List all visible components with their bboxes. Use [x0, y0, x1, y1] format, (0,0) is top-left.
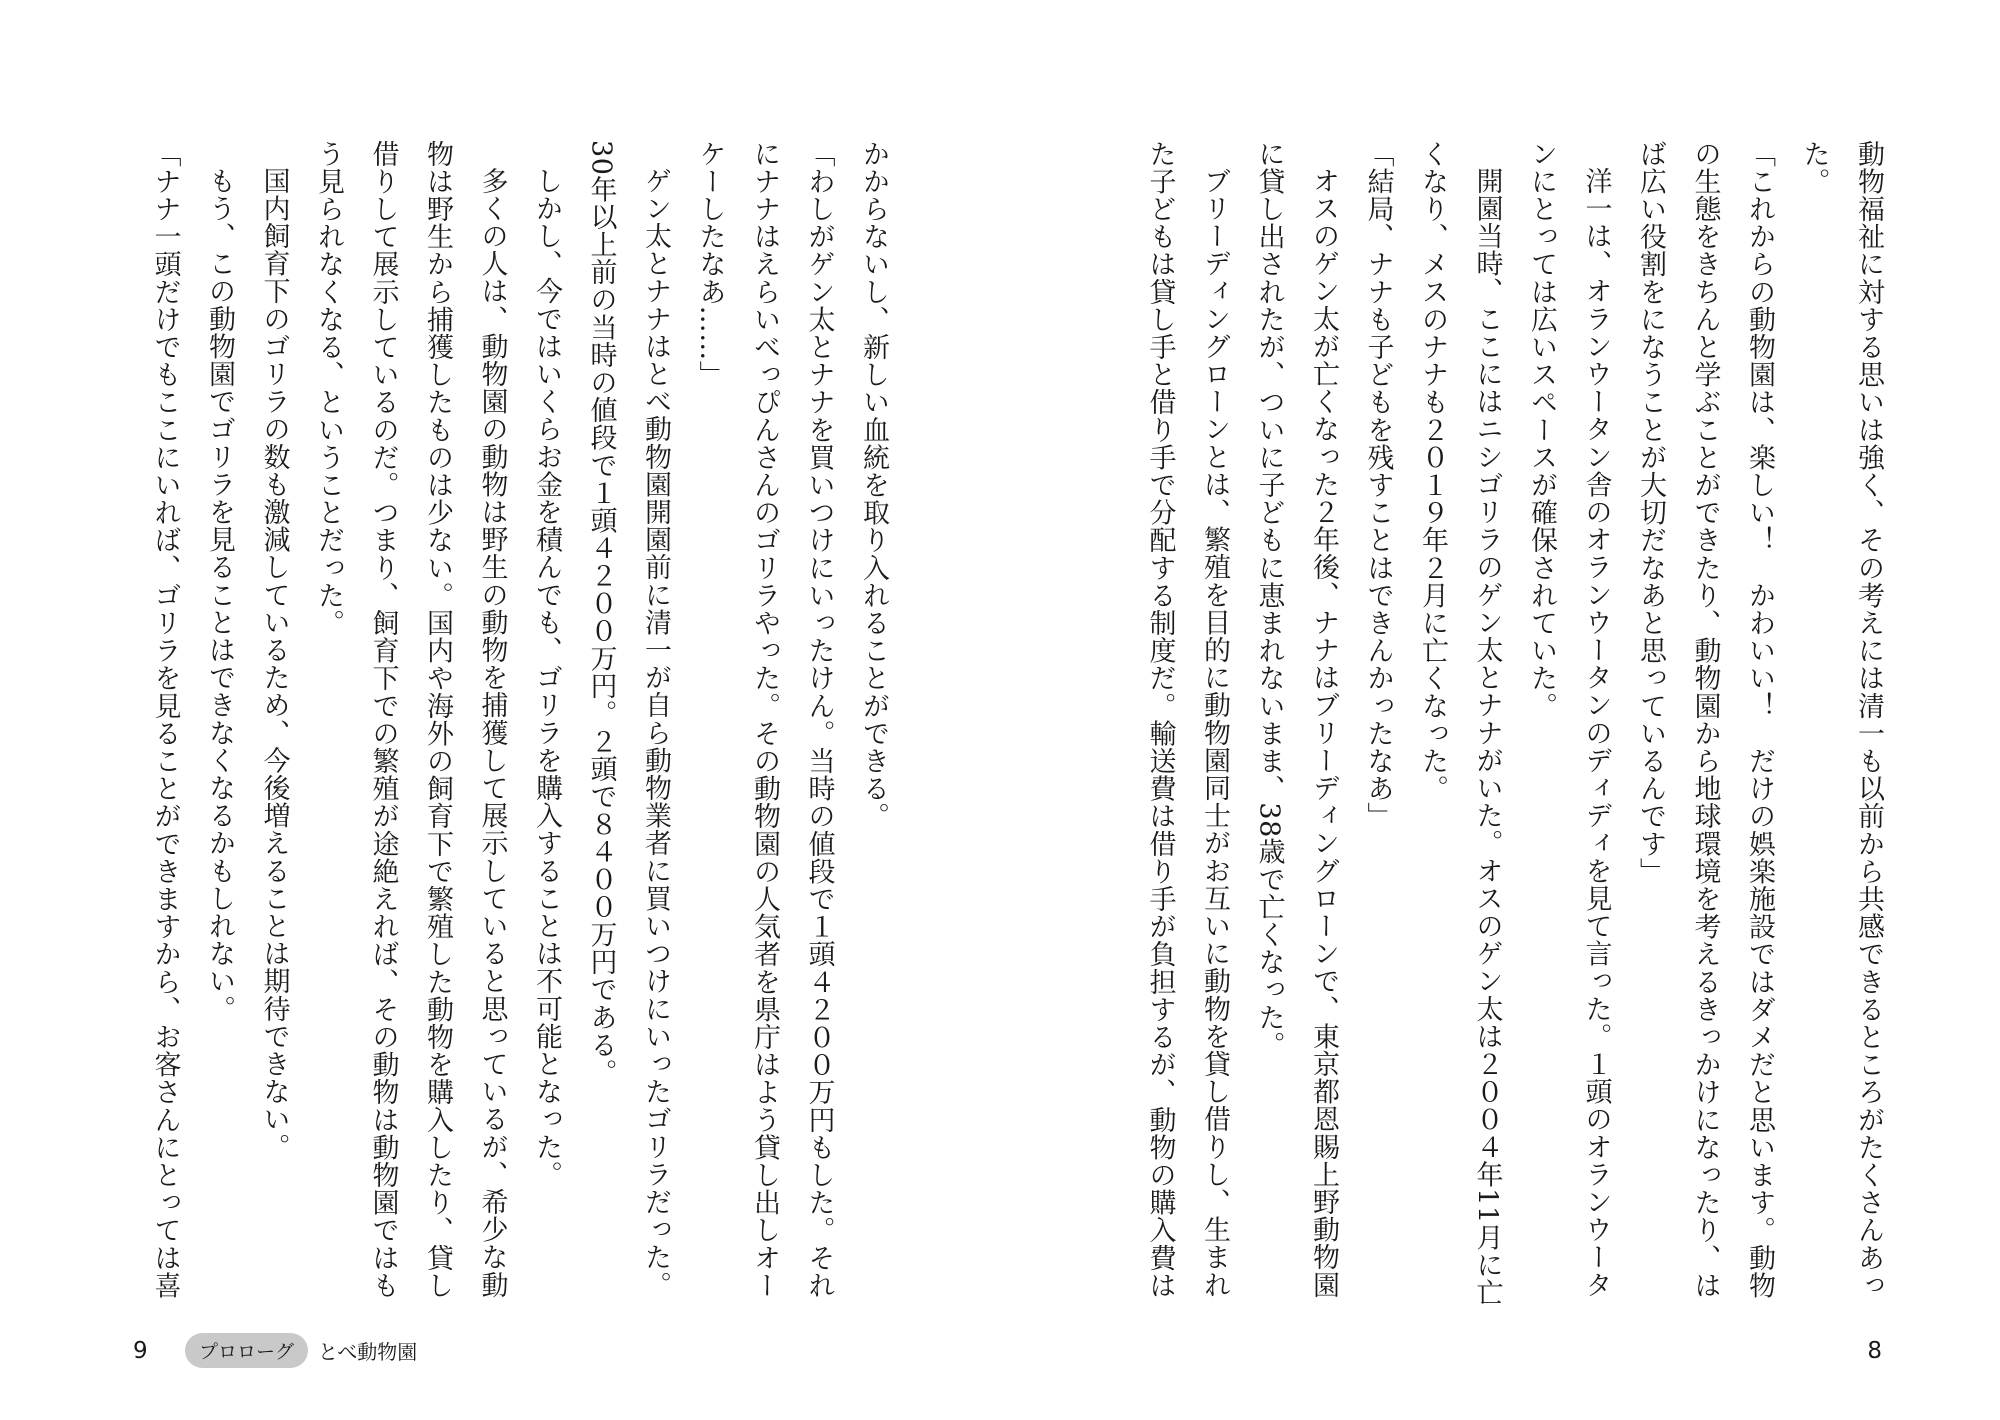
paragraph: しかし、今ではいくらお金を積んでも、ゴリラを購入することは不可能となった。	[531, 167, 562, 1189]
running-head	[185, 1333, 417, 1368]
dialogue-paragraph: 「わしがゲン太とナナを買いつけにいったけん。当時の値段で１頭４２００万円もした。それにナナはえらいべっぴんさんのゴリラやった。その動物園の人気者を県庁はよう貸し出しオーケーしたなあ……」	[694, 140, 835, 1300]
paragraph: 洋一は、オランウータン舎のオランウータンのディディを見て言った。１頭のオランウータンにとっては広いスペースが確保されていた。	[1526, 140, 1612, 1299]
paragraph: ゲン太とナナはとべ動物園開園前に清一が自ら動物業者に買いつけにいったゴリラだった。30年以上前の当時の値段で１頭４２００万円。２頭で８４００万円である。	[585, 140, 671, 1299]
paragraph: 動物福祉に対する思いは強く、その考えには清一も以前から共感できるところがたくさんあった。	[1798, 140, 1884, 1300]
dialogue-paragraph: 「結局、ナナも子どもを残すことはできんかったなあ」	[1362, 140, 1394, 830]
paragraph: もう、この動物園でゴリラを見ることはできなくなるかもしれない。	[204, 167, 235, 1023]
paragraph: 開園当時、ここにはニシゴリラのゲン太とナナがいた。オスのゲン太は２００４年11月に亡くなり、メスのナナも２０１９年２月に亡くなった。	[1417, 140, 1503, 1307]
right-page-body	[1135, 140, 1895, 1310]
paragraph: ブリーディングローンとは、繁殖を目的に動物園同士がお互いに動物を貸し借りし、生まれた子どもは貸し手と借り手で分配する制度だ。輸送費は借り手が負担するが、動物の購入費は	[1144, 140, 1230, 1300]
paragraph: オスのゲン太が亡くなった２年後、ナナはブリーディングローンで、東京都恩賜上野動物園に貸し出されたが、ついに子どもに恵まれないまま、38歳で亡くなった。	[1253, 140, 1339, 1299]
paragraph: 多くの人は、動物園の動物は野生の動物を捕獲して展示していると思っているが、希少な動物は野生から捕獲したものは少ない。国内や海外の飼育下で繁殖した動物を購入したり、貸し借りして展示しているのだ。つまり、飼育下での繁殖が途絶えれば、その動物は動物園ではもう見られなくなる、ということだった。	[313, 140, 508, 1300]
dialogue-paragraph: 「これからの動物園は、楽しい！ かわいい！ だけの娯楽施設ではダメだと思います。動物の生態をきちんと学ぶことができたり、動物園から地球環境を考えるきっかけになったり、はば広い役割をになうことが大切だなあと思っているんです」	[1635, 140, 1775, 1300]
left-page-body	[140, 140, 900, 1310]
paragraph: かからないし、新しい血統を取り入れることができる。	[858, 140, 889, 830]
chapter-label: プロローグ	[185, 1333, 308, 1368]
page-number: 8	[1867, 1338, 1882, 1364]
chapter-title: とべ動物園	[318, 1340, 418, 1364]
right-page	[1000, 0, 2000, 1420]
page-number: 9	[133, 1338, 148, 1364]
dialogue-paragraph: 「ナナ一頭だけでもここにいれば、ゴリラを見ることができますから、お客さんにとっては喜	[149, 140, 181, 1300]
paragraph: 国内飼育下のゴリラの数も激減しているため、今後増えることは期待できない。	[258, 167, 290, 1161]
